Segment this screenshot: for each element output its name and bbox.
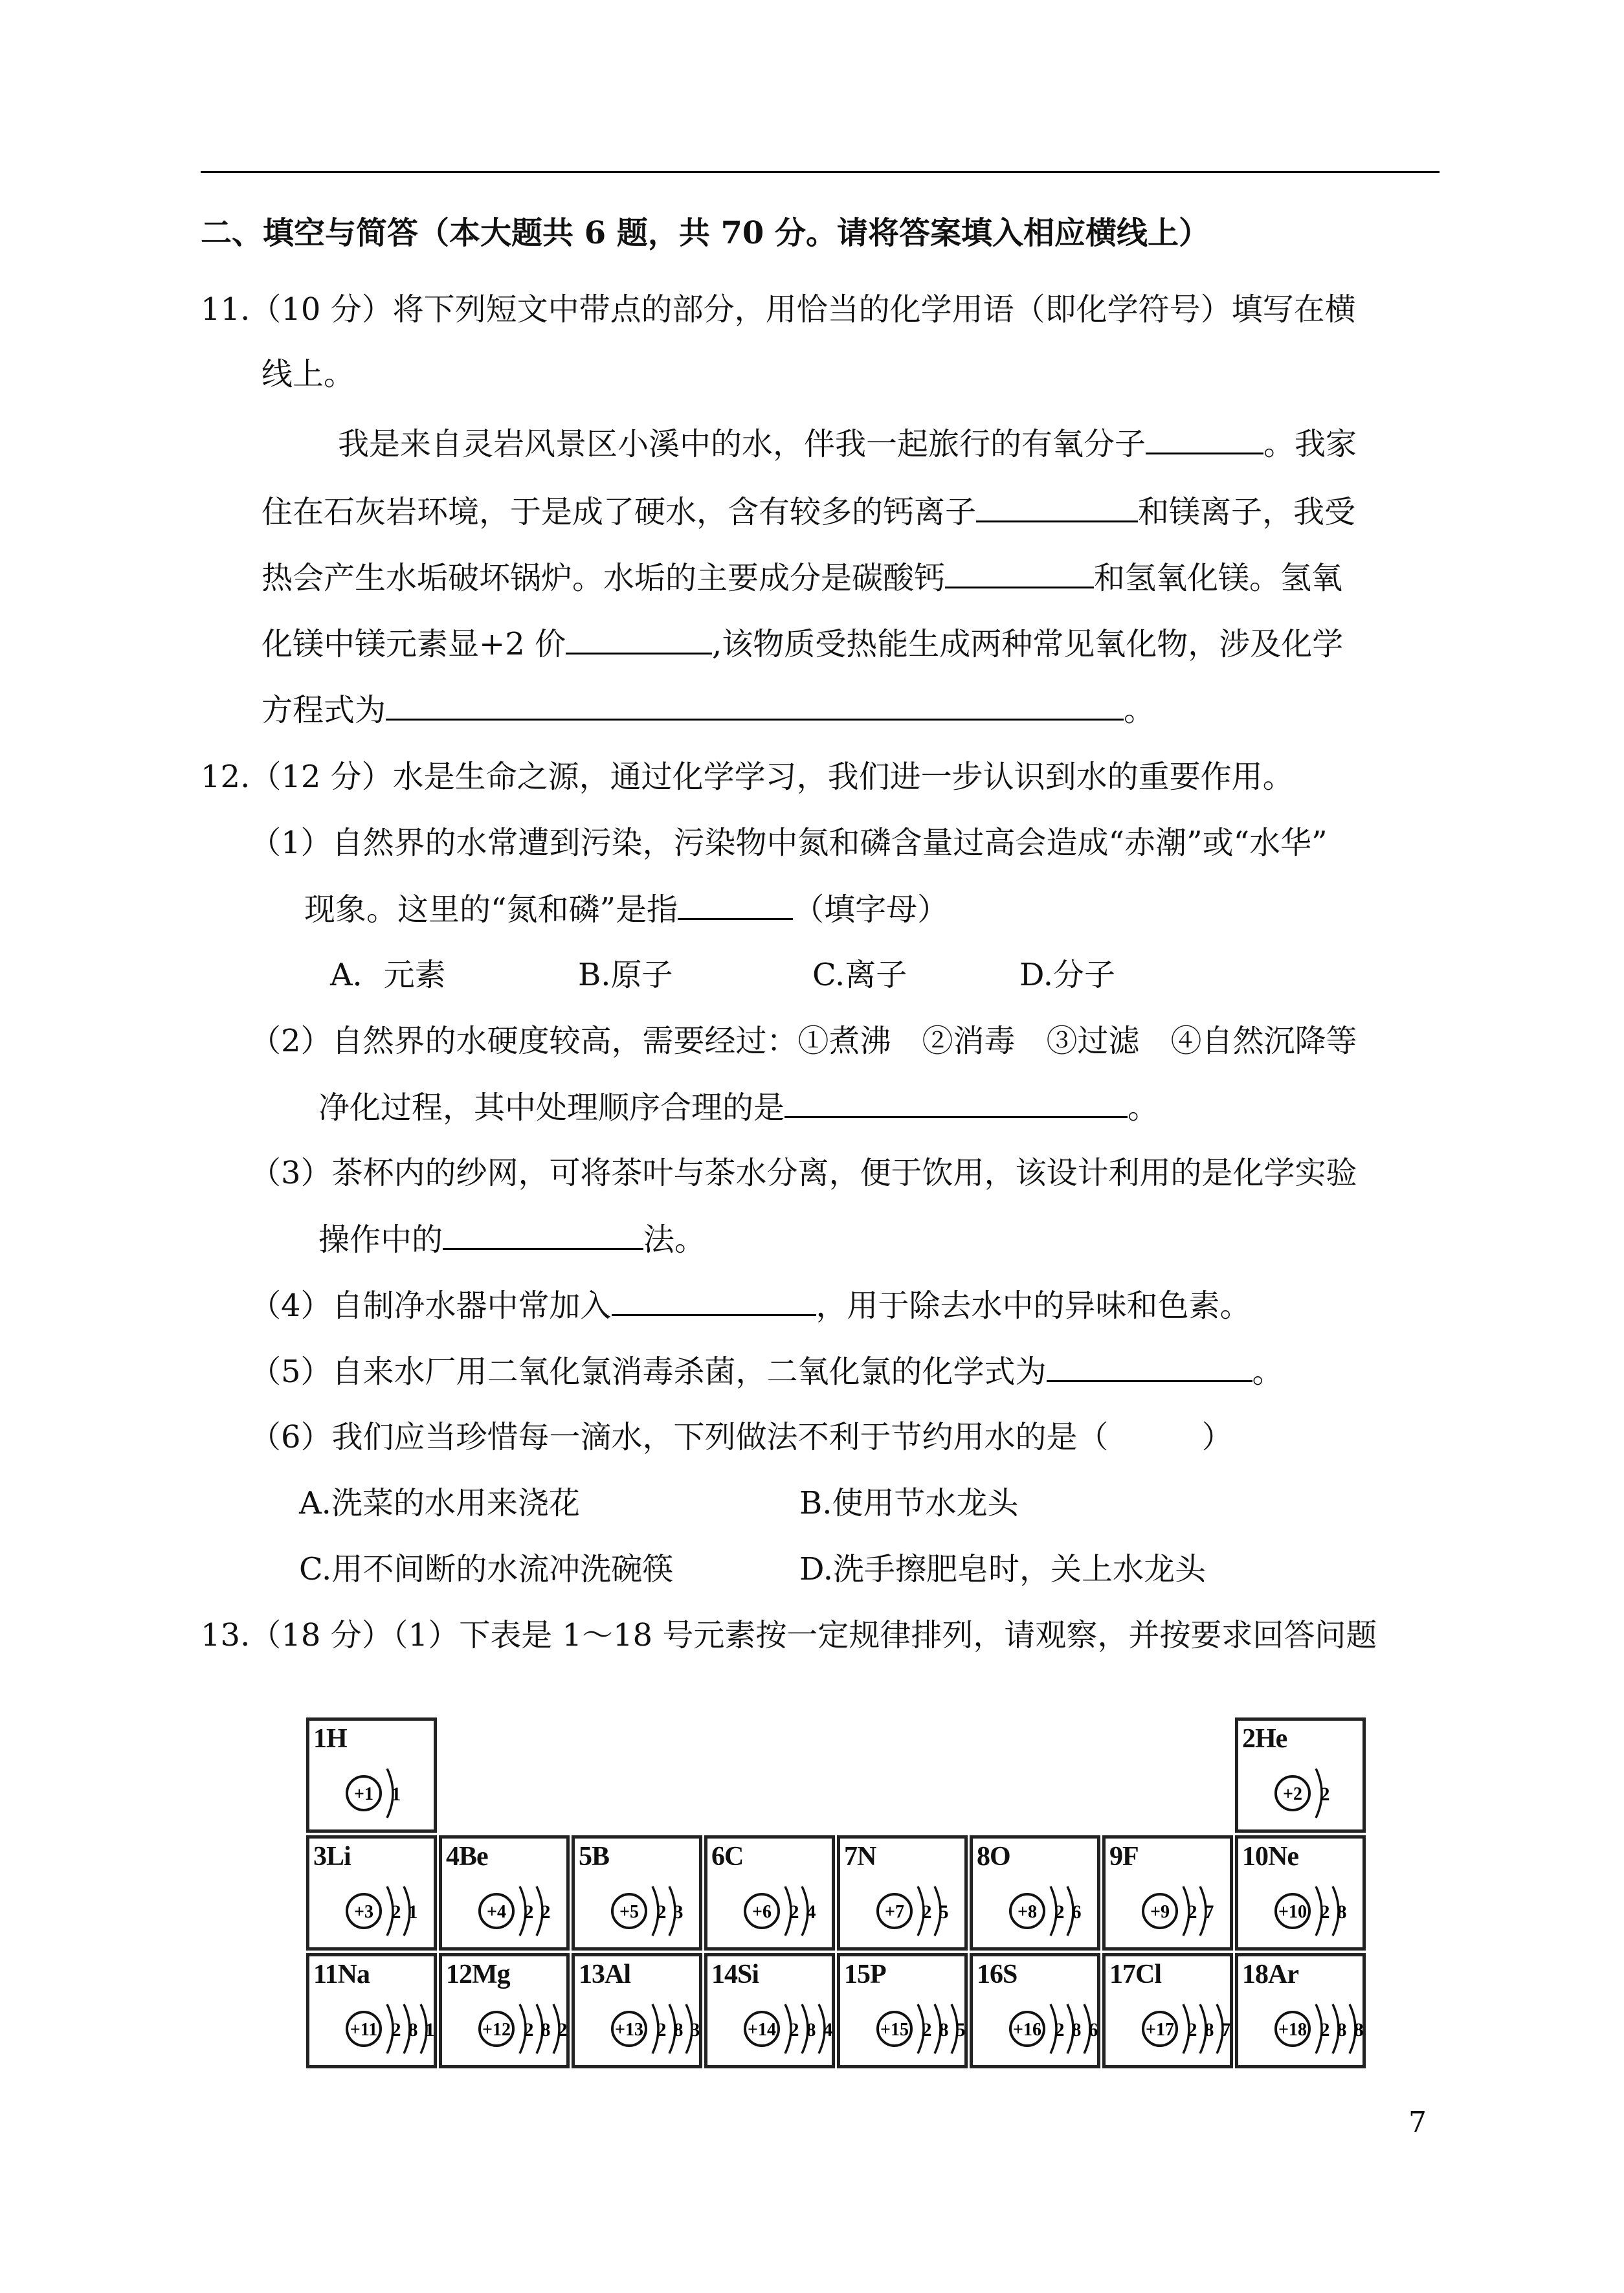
answer-blank-calcium-ion[interactable] [976,492,1138,522]
q11-p3-end: 和氢氧化镁。氢氧 [1094,560,1343,596]
answer-blank-purification-order[interactable] [784,1088,1128,1118]
q12-s6-option-d: D.洗手擦肥皂时，关上水龙头 [799,1551,1207,1587]
element-label: 13Al [579,1960,630,1989]
element-label: 3Li [313,1842,351,1872]
atomic-structure-diagram [741,1877,835,1945]
q12-s3-line1: （3）茶杯内的纱网，可将茶叶与茶水分离，便于饮用，该设计利用的是化学实验 [250,1155,1357,1191]
atomic-structure-diagram [476,1995,570,2063]
shell-electron-count: 2 [922,1901,932,1923]
shell-electron-count: 3 [690,2019,700,2041]
shell-electron-count: 2 [1054,2019,1065,2041]
shell-electron-count: 2 [922,2019,932,2041]
q12-s2-end: 。 [1128,1090,1159,1126]
element-cell [572,1835,702,1951]
shell-electron-count: 2 [789,1901,799,1923]
shell-electron-count: 6 [1088,2019,1098,2041]
shell-electron-count: 8 [1204,2019,1214,2041]
shell-electron-count: 2 [524,1901,534,1923]
atomic-structure-diagram [1007,1877,1100,1945]
element-cell [1102,1953,1233,2068]
shell-electron-count: 2 [391,2019,401,2041]
q12-s6: （6）我们应当珍惜每一滴水，下列做法不利于节约用水的是（ ） [250,1419,1233,1455]
nucleus-charge: +10 [1278,1902,1307,1922]
nucleus-charge: +4 [487,1902,506,1922]
element-cell [306,1717,437,1833]
shell-electron-count: 1 [408,1901,418,1923]
element-label: 2He [1242,1724,1287,1754]
q11-p2-text: 住在石灰岩环境，于是成了硬水，含有较多的钙离子 [261,494,977,530]
element-label: 15P [844,1960,886,1989]
q12-s3-text: 操作中的 [318,1222,443,1258]
q12-s1-option-b: B.原子 [578,957,673,993]
shell-electron-count: 2 [1054,1901,1065,1923]
shell-electron-count: 2 [789,2019,799,2041]
element-cell [1235,1835,1366,1951]
q11-line2: 线上。 [261,356,355,392]
shell-electron-count: 8 [408,2019,418,2041]
shell-electron-count: 5 [939,1901,949,1923]
q12-s5 [250,1352,1284,1391]
atomic-structure-diagram [741,1995,835,2063]
shell-electron-count: 2 [540,1901,551,1923]
element-cell [306,1953,437,2068]
element-cell [970,1835,1100,1951]
nucleus-charge: +9 [1150,1902,1170,1922]
element-cell [970,1953,1100,2068]
element-cell [306,1835,437,1951]
page-number: 7 [1408,2106,1427,2139]
shell-electron-count: 2 [656,1901,667,1923]
nucleus-charge: +12 [482,2020,511,2040]
shell-electron-count: 2 [1187,1901,1197,1923]
q12-s1-option-c: C.离子 [812,957,907,993]
q11-p5-text: 方程式为 [261,692,386,728]
q11-para-line3 [261,558,1342,598]
q13-line1: 13.（18 分）（1）下表是 1～18 号元素按一定规律排列，请观察，并按要求回答问题 [201,1617,1377,1653]
q11-p5-end: 。 [1124,692,1155,728]
shell-electron-count: 2 [656,2019,667,2041]
answer-blank-nitrogen-phosphorus[interactable] [678,889,793,920]
element-label: 10Ne [1242,1842,1298,1872]
q12-s3-line2 [318,1220,706,1259]
shell-electron-count: 2 [1320,1784,1330,1805]
shell-electron-count: 2 [1187,2019,1197,2041]
atomic-structure-diagram [874,1877,968,1945]
element-label: 14Si [711,1960,759,1989]
q12-s2-line1: （2）自然界的水硬度较高，需要经过：①煮沸 ②消毒 ③过滤 ④自然沉降等 [250,1023,1357,1059]
shell-electron-count: 3 [673,1901,684,1923]
atomic-structure-diagram [1007,1995,1100,2063]
nucleus-charge: +11 [350,2020,378,2040]
header-rule [201,171,1440,173]
element-cell [1102,1835,1233,1951]
q11-p1-end: 。我家 [1263,426,1357,462]
q12-s6-option-c: C.用不间断的水流冲洗碗筷 [299,1551,674,1587]
element-label: 17Cl [1109,1960,1161,1989]
q12-s4-text: （4）自制净水器中常加入 [250,1288,612,1324]
nucleus-charge: +14 [748,2020,776,2040]
atomic-structure-diagram [476,1877,570,1945]
q11-para-line5 [261,690,1155,730]
atomic-structure-diagram [343,1760,437,1827]
q12-s3-end: 法。 [643,1222,706,1258]
shell-electron-count: 7 [1221,2019,1231,2041]
atomic-structure-diagram [608,1877,702,1945]
shell-electron-count: 8 [1337,2019,1347,2041]
atomic-structure-diagram [343,1877,437,1945]
q12-s6-option-a: A.洗菜的水用来浇花 [299,1485,580,1521]
answer-blank-chlorine-dioxide-formula[interactable] [1047,1352,1252,1382]
q12-s2-text: 净化过程，其中处理顺序合理的是 [318,1090,785,1126]
q11-p2-end: 和镁离子，我受 [1138,494,1356,530]
shell-electron-count: 8 [540,2019,551,2041]
atomic-structure-diagram [1272,1877,1366,1945]
shell-electron-count: 2 [524,2019,534,2041]
element-cell [837,1835,968,1951]
element-cell [1235,1953,1366,2068]
shell-electron-count: 8 [1071,2019,1082,2041]
atomic-structure-diagram [1272,1995,1366,2063]
element-label: 5B [579,1842,610,1872]
answer-blank-equation[interactable] [386,690,1124,721]
q11-para-line4 [261,624,1343,664]
shell-electron-count: 2 [1320,2019,1330,2041]
answer-blank-magnesium-valence[interactable] [566,624,712,654]
element-label: 11Na [313,1960,370,1989]
q12-s5-text: （5）自来水厂用二氧化氯消毒杀菌，二氧化氯的化学式为 [250,1354,1047,1390]
element-label: 9F [1109,1842,1139,1872]
q12-s4-end: ，用于除去水中的异味和色素。 [816,1288,1251,1324]
q12-s4 [250,1286,1251,1325]
element-label: 6C [711,1842,744,1872]
shell-electron-count: 2 [557,2019,568,2041]
element-label: 1H [313,1724,347,1754]
shell-electron-count: 5 [955,2019,966,2041]
nucleus-charge: +18 [1278,2020,1307,2040]
shell-electron-count: 4 [823,2019,833,2041]
shell-electron-count: 8 [1337,1901,1347,1923]
q12-s1-end: （填字母） [793,891,949,928]
nucleus-charge: +13 [615,2020,643,2040]
q11-p4-text: 化镁中镁元素显+2 价 [261,626,566,662]
element-label: 12Mg [446,1960,510,1989]
nucleus-charge: +16 [1013,2020,1041,2040]
shell-electron-count: 2 [391,1901,401,1923]
q12-s1-line1: （1）自然界的水常遭到污染，污染物中氮和磷含量过高会造成“赤潮”或“水华” [250,825,1328,861]
shell-electron-count: 1 [425,2019,435,2041]
periodic-table [306,1717,1407,2086]
q11-p4-end: ,该物质受热能生成两种常见氧化物，涉及化学 [712,626,1344,662]
q12-s5-end: 。 [1252,1354,1284,1390]
nucleus-charge: +2 [1283,1784,1302,1804]
shell-electron-count: 2 [1320,1901,1330,1923]
nucleus-charge: +1 [354,1784,373,1804]
element-cell [572,1953,702,2068]
answer-blank-separation-method[interactable] [443,1220,643,1250]
q11-p1-text: 我是来自灵岩风景区小溪中的水，伴我一起旅行的有氧分子 [338,426,1146,462]
shell-electron-count: 8 [1353,2019,1364,2041]
atomic-structure-diagram [608,1995,702,2063]
q11-para-line2 [261,492,1355,531]
shell-electron-count: 6 [1071,1901,1082,1923]
element-cell [1235,1717,1366,1833]
atomic-structure-diagram [1139,1877,1233,1945]
q12-s1-text: 现象。这里的“氮和磷”是指 [304,891,678,928]
answer-blank-oxygen-molecule[interactable] [1146,424,1263,454]
element-cell [704,1835,835,1951]
q11-p3-text: 热会产生水垢破坏锅炉。水垢的主要成分是碳酸钙 [261,560,946,596]
q12-s2-line2 [318,1088,1159,1127]
nucleus-charge: +6 [752,1902,772,1922]
shell-electron-count: 1 [391,1784,401,1805]
atomic-structure-diagram [343,1995,437,2063]
q12-s1-line2 [304,889,948,929]
element-label: 4Be [446,1842,488,1872]
q12-s1-option-a: A．元素 [330,957,446,993]
element-label: 8O [977,1842,1010,1872]
answer-blank-calcium-carbonate[interactable] [945,558,1094,588]
nucleus-charge: +3 [354,1902,373,1922]
atomic-structure-diagram [1139,1995,1233,2063]
nucleus-charge: +7 [885,1902,904,1922]
q12-s6-option-b: B.使用节水龙头 [799,1485,1019,1521]
shell-electron-count: 8 [939,2019,949,2041]
q11-line1: 11.（10 分）将下列短文中带点的部分，用恰当的化学用语（即化学符号）填写在横 [201,291,1356,328]
section-heading: 二、填空与简答（本大题共 6 题，共 70 分。请将答案填入相应横线上） [201,215,1210,251]
shell-electron-count: 4 [806,1901,816,1923]
q12-line1: 12.（12 分）水是生命之源，通过化学学习，我们进一步认识到水的重要作用。 [201,759,1294,795]
atomic-structure-diagram [1272,1760,1366,1827]
element-cell [439,1953,570,2068]
q11-para-line1 [338,424,1357,464]
nucleus-charge: +8 [1018,1902,1037,1922]
element-cell [704,1953,835,2068]
nucleus-charge: +15 [880,2020,909,2040]
element-label: 16S [977,1960,1018,1989]
answer-blank-adsorbent[interactable] [612,1286,816,1316]
shell-electron-count: 7 [1204,1901,1214,1923]
element-label: 7N [844,1842,876,1872]
q12-s1-option-d: D.分子 [1019,957,1116,993]
element-label: 18Ar [1242,1960,1298,1989]
atomic-structure-diagram [874,1995,968,2063]
element-cell [439,1835,570,1951]
element-cell [837,1953,968,2068]
shell-electron-count: 8 [806,2019,816,2041]
shell-electron-count: 8 [673,2019,684,2041]
nucleus-charge: +17 [1146,2020,1174,2040]
nucleus-charge: +5 [619,1902,639,1922]
